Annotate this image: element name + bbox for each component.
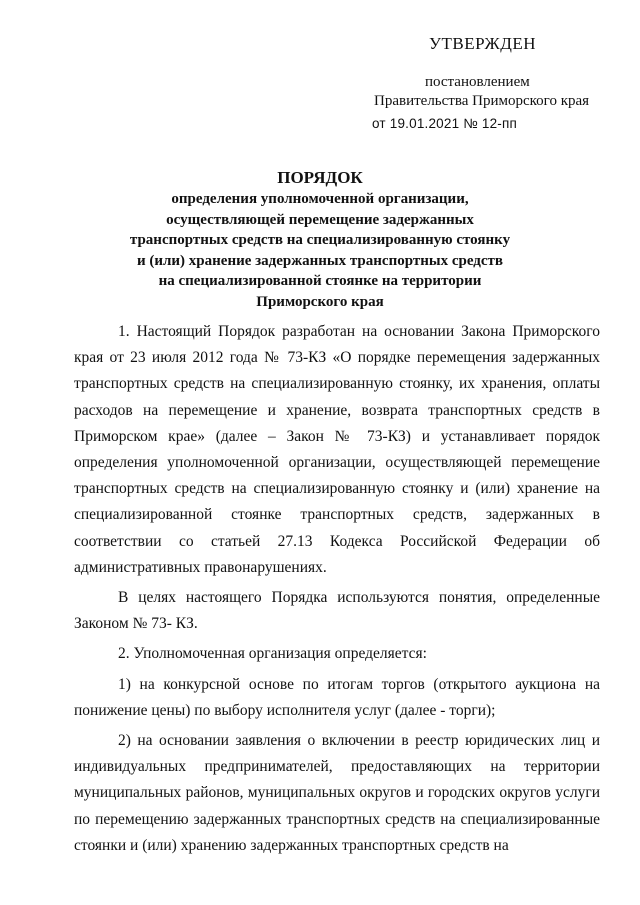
title-line: Приморского края (256, 293, 384, 310)
paragraph-2-item-2: 2) на основании заявления о включении в реестр юридических лиц и индивидуальных предпринимателей, предоставляющих на территории муниципальных районов, муниципальных округов и городских округов услуги по перемещению задержанных транспортных средств на специализированные стоянки и (или) хранению задержанных транспортных средств на (74, 732, 600, 854)
approval-stamp: УТВЕРЖДЕН (429, 34, 536, 53)
title-line: определения уполномоченной организации, (171, 191, 469, 207)
paragraph-2: 2. Уполномоченная организация определяется: (118, 645, 427, 663)
document-body (74, 319, 600, 859)
paragraph-definitions: В целях настоящего Порядка используются понятия, определенные Законом № 73- КЗ. (74, 589, 600, 633)
title-line: транспортных средств на специализированную стоянку (129, 232, 511, 248)
paragraph-1: 1. Настоящий Порядок разработан на основании Закона Приморского края от 23 июля 2012 года № 73-КЗ «О порядке перемещения задержанных транспортных средств на специализированную стоянку, их хранения, оплаты расходов на перемещение и хранение, возврата транспортных средств в Приморском крае» (далее – Закон № 73-КЗ) и устанавливает порядок определения уполномоченной организации, осуществляющей перемещение транспортных средств на специализированную стоянку и (или) хранение на специализированной стоянке транспортных средств, задержанных в соответствии со статьей 27.13 Кодекса Российской Федерации об административных правонарушениях. (74, 323, 600, 576)
title-line: и (или) хранение задержанных транспортных средств (136, 252, 504, 269)
title-line: на специализированной стоянке на территории (158, 273, 482, 289)
title-line: осуществляющей перемещение задержанных (166, 211, 474, 228)
approval-block (372, 34, 622, 131)
title-heading: ПОРЯДОК (277, 168, 363, 187)
paragraph-2-item-1: 1) на конкурсной основе по итогам торгов (открытого аукциона на понижение цены) по выбору исполнителя услуг (далее - торги); (74, 675, 600, 719)
approval-line-resolution: постановлением (425, 74, 530, 90)
approval-number: от 19.01.2021 № 12-пп (372, 116, 518, 131)
document-title (100, 167, 540, 312)
approval-line-government: Правительства Приморского края (374, 93, 590, 109)
